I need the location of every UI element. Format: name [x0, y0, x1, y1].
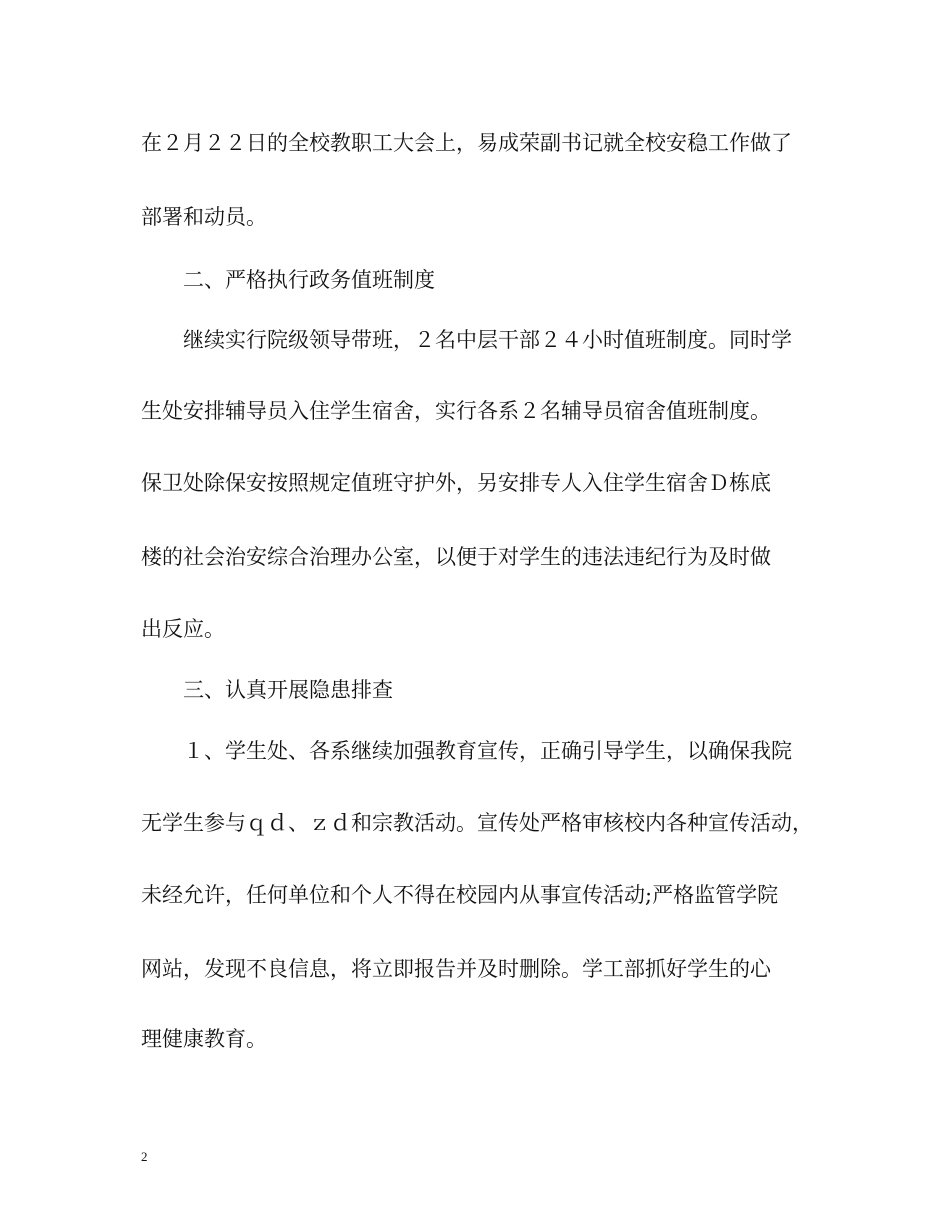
paragraph-line: 保卫处除保安按照规定值班守护外，另安排专人入住学生宿舍Ｄ栋底 — [141, 471, 771, 495]
paragraph-line: 出反应。 — [141, 617, 225, 641]
paragraph-line: 部署和动员。 — [141, 205, 267, 229]
paragraph-line: 在２月２２日的全校教职工大会上，易成荣副书记就全校安稳工作做了 — [141, 131, 792, 155]
page-number: 2 — [141, 1149, 148, 1164]
paragraph-line: １、学生处、各系继续加强教育宣传，正确引导学生，以确保我院 — [183, 739, 792, 763]
paragraph-line: 楼的社会治安综合治理办公室，以便于对学生的违法违纪行为及时做 — [141, 545, 771, 569]
section-heading: 二、严格执行政务值班制度 — [183, 268, 435, 292]
paragraph-line: 无学生参与ｑｄ、ｚｄ和宗教活动。宣传处严格审核校内各种宣传活动， — [141, 811, 813, 835]
paragraph-line: 理健康教育。 — [141, 1027, 267, 1051]
paragraph-line: 网站，发现不良信息，将立即报告并及时删除。学工部抓好学生的心 — [141, 957, 771, 981]
paragraph-line: 生处安排辅导员入住学生宿舍，实行各系２名辅导员宿舍值班制度。 — [141, 399, 771, 423]
paragraph-line: 继续实行院级领导带班，２名中层干部２４小时值班制度。同时学 — [183, 328, 792, 352]
paragraph-line: 未经允许，任何单位和个人不得在校园内从事宣传活动;严格监管学院 — [141, 883, 779, 907]
section-heading: 三、认真开展隐患排查 — [183, 678, 393, 702]
